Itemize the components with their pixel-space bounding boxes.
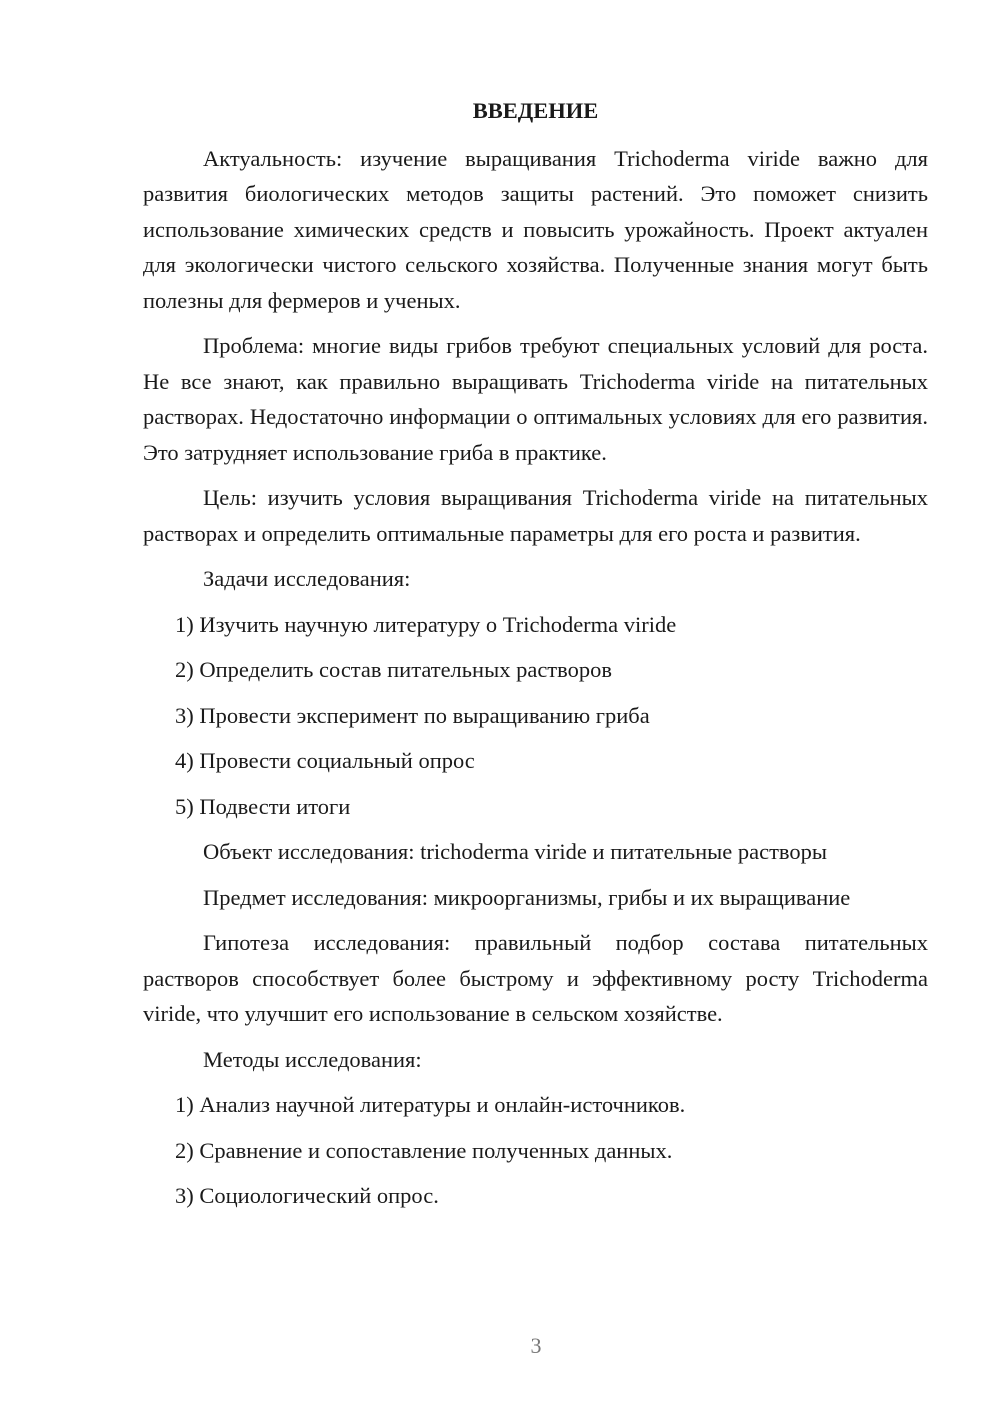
object-line: Объект исследования: trichoderma viride и питательные растворы xyxy=(203,839,828,864)
hypothesis-paragraph: Гипотеза исследования: правильный подбор состава питательных растворов способствует более быстрому и эффективному росту Trichoderma viride, что улучшит его использование в сельском хозяйстве. xyxy=(143,930,928,1026)
subject-line: Предмет исследования: микроорганизмы, грибы и их выращивание xyxy=(203,884,851,910)
tasks-heading: Задачи исследования: xyxy=(203,566,411,591)
method-item: 1) Анализ научной литературы и онлайн-источников. xyxy=(175,1092,686,1117)
task-item: 5) Подвести итоги xyxy=(175,793,351,819)
problem-paragraph: Проблема: многие виды грибов требуют специальных условий для роста. Не все знают, как правильно выращивать Trichoderma viride на питательных растворах. Недостаточно информации о оптимальных условиях для его развития. Это затрудняет использование гриба в практике. xyxy=(143,333,928,465)
relevance-paragraph: Актуальность: изучение выращивания Trichoderma viride важно для развития биологических методов защиты растений. Это поможет снизить использование химических средств и повысить урожайность. Проект актуален для экологически чистого сельского хозяйства. Полученные знания могут быть полезны для фермеров и ученых. xyxy=(143,145,928,313)
goal-paragraph: Цель: изучить условия выращивания Trichoderma viride на питательных растворах и определить оптимальные параметры для его роста и развития. xyxy=(143,485,928,546)
method-item: 2) Сравнение и сопоставление полученных данных. xyxy=(175,1137,673,1163)
methods-heading: Методы исследования: xyxy=(203,1046,422,1072)
task-item: 1) Изучить научную литературу о Trichoderma viride xyxy=(175,611,677,637)
section-title: ВВЕДЕНИЕ xyxy=(472,98,599,123)
page-content xyxy=(143,93,928,1224)
task-item: 3) Провести эксперимент по выращиванию гриба xyxy=(175,702,650,728)
task-item: 4) Провести социальный опрос xyxy=(175,748,475,773)
task-item: 2) Определить состав питательных растворов xyxy=(175,657,612,682)
method-item: 3) Социологический опрос. xyxy=(175,1183,439,1208)
page-number: 3 xyxy=(530,1333,542,1358)
